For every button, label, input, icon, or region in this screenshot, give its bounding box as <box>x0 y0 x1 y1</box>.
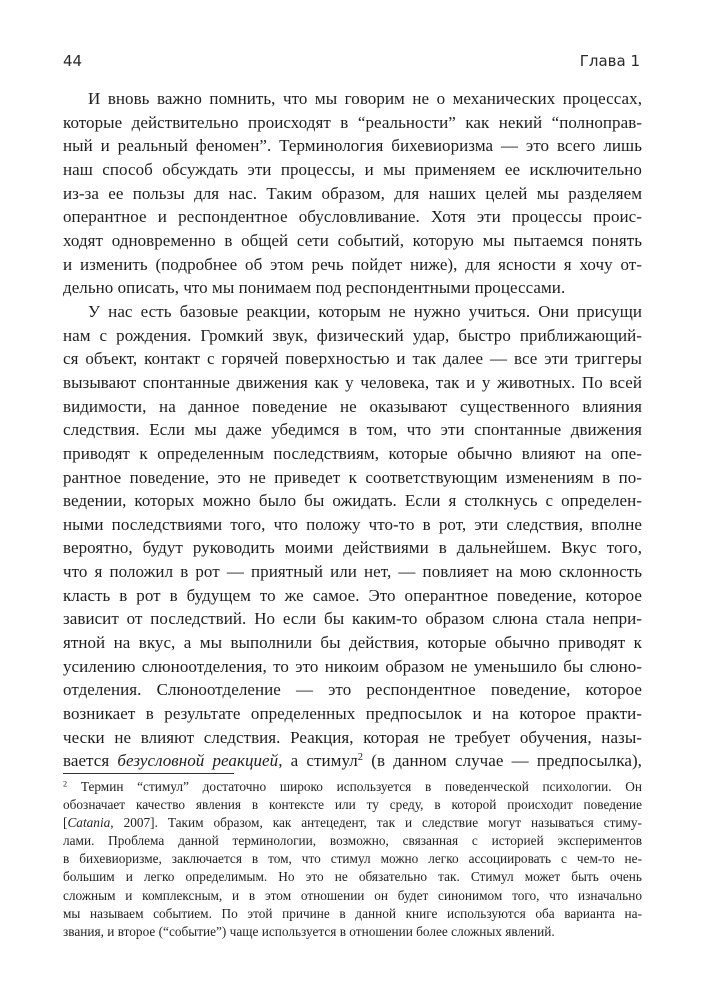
footnote-separator <box>63 773 234 774</box>
text-line-with-term <box>63 749 642 773</box>
footnote-line: в бихевиоризме, заключается в том, что стимул можно легко ассоциировать с чем-то не- <box>63 851 642 867</box>
text-line: отделения. Слюноотделение — это респондентное поведение, которое <box>63 680 642 700</box>
text-line: нам с рождения. Громкий звук, физический удар, быстро приближающий- <box>63 325 642 345</box>
footnote-line <box>63 778 642 796</box>
paragraph-1 <box>63 87 642 300</box>
body-text <box>63 87 642 773</box>
text-line: следствия. Если мы даже убедимся в том, что эти спонтанные движения <box>63 420 642 440</box>
text-line: видимости, на данное поведение не оказывают существенного влияния <box>63 396 642 416</box>
text-fragment: Термин “стимул” достаточно широко используется в поведенческой психологии. Он <box>67 779 642 794</box>
text-line: вероятно, будут руководить моими действиями в дальнейшем. Вкус того, <box>63 538 642 558</box>
footnote-marker: 2 <box>63 779 68 789</box>
text-line: что я положил в рот — приятный или нет, — повлияет на мою склонность <box>63 562 642 582</box>
chapter-title: Глава 1 <box>579 52 640 70</box>
text-fragment: , 2007]. Таким образом, как антецедент, так и следствие могут называться стиму- <box>110 815 642 831</box>
text-line: класть в рот в будущем то же самое. Это оперантное поведение, которое <box>63 585 642 605</box>
text-line: оперантное и респондентное обусловливание. Хотя эти процессы проис- <box>63 207 642 227</box>
text-line: из-за ее пользы для нас. Таким образом, для наших целей мы разделяем <box>63 183 642 203</box>
paragraph-2 <box>63 300 642 773</box>
text-fragment: (в данном случае — предпосылка), <box>363 751 642 771</box>
text-line: ся объект, контакт с горячей поверхностью и так далее — все эти триггеры <box>63 349 642 369</box>
text-fragment: вается <box>63 751 118 771</box>
footnote-reference[interactable]: 2 <box>357 752 364 764</box>
text-line: дельно описать, что мы понимаем под респондентными процессами. <box>63 278 566 298</box>
footnote-line <box>63 814 642 832</box>
text-line: ный и реальный феномен”. Терминология бихевиоризма — это всего лишь <box>63 136 642 156</box>
footnote-line: мы называем событием. По этой причине в данной книге используются оба варианта на- <box>63 905 642 921</box>
text-line: усилению слюноотделения, то это никоим образом не уменьшило бы слюно- <box>63 656 642 676</box>
text-line: ведении, которых можно было бы ожидать. Если я столкнусь с определен- <box>63 491 642 511</box>
text-line: приводят к определенным последствиям, которые обычно влияют на опе- <box>63 443 642 463</box>
text-line: ными последствиями того, что положу что-то в рот, эти следствия, вполне <box>63 514 642 534</box>
text-line: ятной на вкус, а мы выполнили бы действия, которые обычно приводят к <box>63 633 642 653</box>
text-line: У нас есть базовые реакции, которым не нужно учиться. Они присущи <box>88 301 642 321</box>
text-line: вызывают спонтанные движения как у человека, так и у животных. По всей <box>63 372 642 392</box>
text-fragment: , а стимул <box>278 751 358 771</box>
footnote-line: звания, и второе (“событие”) чаще используется в отношении более сложных явлений. <box>63 923 555 939</box>
footnote-line: сложным и комплексным, и в этом отношении он будет синонимом того, что изначально <box>63 887 642 903</box>
footnote-line: лами. Проблема данной терминологии, возможно, связанная с историей экспериментов <box>63 833 642 849</box>
running-header <box>63 52 640 74</box>
footnote <box>63 778 642 941</box>
text-line: И вновь важно помнить, что мы говорим не о механических процессах, <box>88 89 642 108</box>
text-line: ходят одновременно в общей сети событий, которую мы пытаемся понять <box>63 230 642 250</box>
text-line: которые действительно происходят в “реальности” как некий “полноправ- <box>63 112 642 132</box>
text-line: чески не влияют следствия. Реакция, которая не требует обучения, назы- <box>63 727 642 747</box>
text-line: возникает в результате определенных предпосылок и на которое практи- <box>63 704 642 724</box>
citation-author: Catania <box>67 815 111 831</box>
text-line: и изменить (подробнее об этом речь пойдет ниже), для ясности я хочу от- <box>63 254 642 274</box>
italic-term: безусловной реакцией <box>117 751 279 771</box>
text-fragment: [ <box>63 815 68 831</box>
text-line: зависит от последствий. Но если бы каким-то образом слюна стала непри- <box>63 609 642 629</box>
footnote-line: обозначает качество явления в контексте или ту среду, в которой происходит поведение <box>63 797 642 813</box>
text-line: рантное поведение, это не приведет к соответствующим изменениям в по- <box>63 467 642 487</box>
page-number: 44 <box>63 52 83 70</box>
footnote-line: большим и легко определимым. Но это не обязательно так. Стимул может быть очень <box>63 869 642 885</box>
text-line: наш способ обсуждать эти процессы, и мы применяем ее исключительно <box>63 159 642 179</box>
